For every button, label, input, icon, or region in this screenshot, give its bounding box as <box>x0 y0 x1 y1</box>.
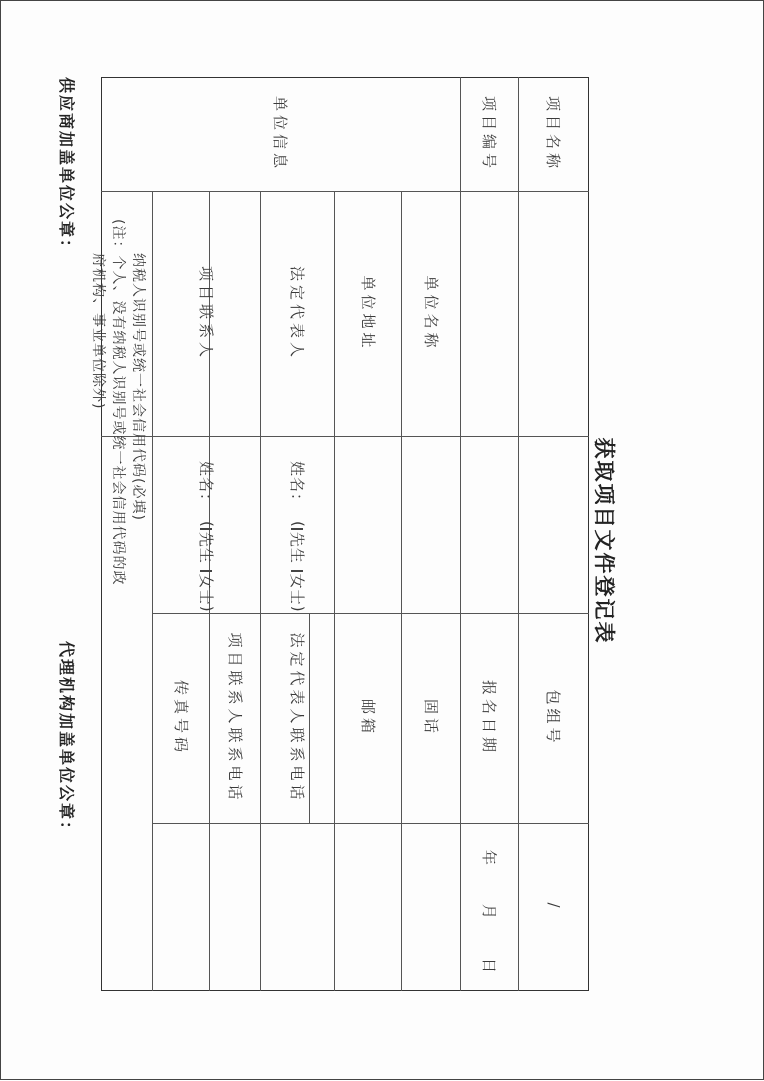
agency-seal-label: 代理机构加盖单位公章： <box>57 641 76 840</box>
registration-form <box>1 1 677 1081</box>
package-no-value[interactable]: / <box>545 902 563 912</box>
tax-id-note: 纳税人识别号或统一社会信用代码(必填) (注：个人、没有纳税人识别号或统一社会信用代码的政 府机构、事业单位除外) <box>90 219 146 586</box>
reg-date-label: 报名日期 <box>480 679 499 756</box>
project-name-label: 项目名称 <box>544 95 563 172</box>
mr-checkbox[interactable] <box>291 528 303 530</box>
ms-checkbox[interactable] <box>200 570 212 572</box>
name-label: 姓名： <box>197 461 216 510</box>
reg-date-value[interactable]: 年 月 日 <box>480 849 499 977</box>
landline-label: 固话 <box>422 698 440 737</box>
supplier-seal-label: 供应商加盖单位公章： <box>57 77 76 258</box>
legal-rep-label: 法定代表人 <box>288 265 307 361</box>
mr-checkbox[interactable] <box>200 528 212 530</box>
contact-name-field[interactable]: 姓名： ( 先生 女士 ) <box>197 461 216 613</box>
fax-label: 传真号码 <box>172 679 190 756</box>
project-number-label: 项目编号 <box>480 95 499 172</box>
unit-info-label: 单位信息 <box>271 95 290 172</box>
legal-rep-name-field[interactable]: 姓名： ( 先生 女士 ) <box>288 461 307 613</box>
ms-checkbox[interactable] <box>291 570 303 572</box>
package-no-label: 包组号 <box>544 689 563 747</box>
contact-phone-label: 项目联系人联系电话 <box>226 632 244 804</box>
unit-address-label: 单位地址 <box>359 275 377 352</box>
legal-rep-phone-label: 法定代表人联系电话 <box>288 632 307 804</box>
name-label: 姓名： <box>288 461 307 510</box>
project-contact-label: 项目联系人 <box>197 265 216 361</box>
form-title: 获取项目文件登记表 <box>592 437 616 645</box>
email-label: 邮箱 <box>359 698 377 737</box>
unit-name-label: 单位名称 <box>422 275 440 352</box>
